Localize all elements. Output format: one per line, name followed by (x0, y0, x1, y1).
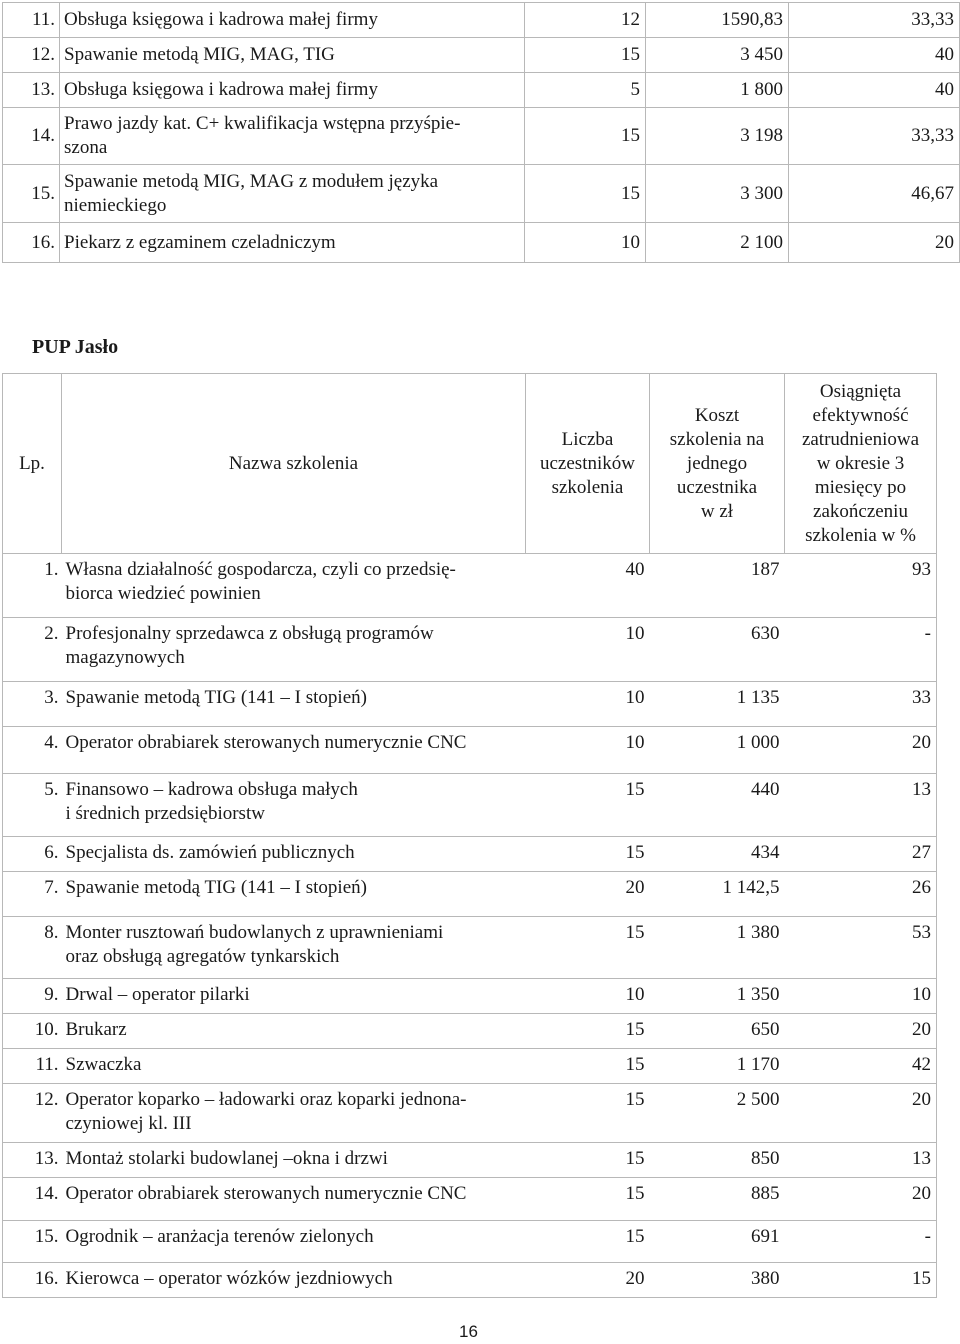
row-number: 12. (3, 38, 60, 73)
table-row (3, 1084, 937, 1143)
table-row (3, 837, 937, 872)
training-name-line-1: Monter rusztowań budowlanych z uprawnieniami (65, 922, 444, 943)
header-efficiency-line: Osiągnięta (819, 380, 902, 402)
header-lp-label: Lp. (19, 452, 45, 474)
table-row (3, 1143, 937, 1178)
participants: 15 (526, 837, 650, 872)
training-name-line-2: niemieckiego (64, 194, 167, 216)
header-participants-line: Liczba (561, 428, 614, 450)
cost: 2 500 (650, 1084, 785, 1143)
cost: 380 (650, 1263, 785, 1298)
cost: 691 (650, 1221, 785, 1263)
row-number: 7. (3, 872, 62, 917)
training-table-continued (2, 2, 960, 263)
header-name (62, 374, 526, 554)
row-number: 8. (3, 917, 62, 979)
header-efficiency (785, 374, 937, 554)
efficiency: 33,33 (789, 3, 960, 38)
table-row (3, 1221, 937, 1263)
training-name: Szwaczka (62, 1049, 526, 1084)
cost: 3 450 (646, 38, 789, 73)
participants: 15 (526, 1178, 650, 1221)
cost: 1590,83 (646, 3, 789, 38)
table-row (3, 38, 960, 73)
cost: 1 800 (646, 73, 789, 108)
training-name-line-1: Prawo jazdy kat. C+ kwalifikacja wstępna przyśpie- (64, 113, 461, 134)
header-cost-line: Koszt (694, 404, 740, 426)
training-name: Obsługa księgowa i kadrowa małej firmy (60, 73, 525, 108)
row-number: 13. (3, 1143, 62, 1178)
header-efficiency-line: szkolenia w % (805, 524, 916, 546)
table-row (3, 1049, 937, 1084)
efficiency: 33 (785, 682, 937, 727)
efficiency: 10 (785, 979, 937, 1014)
cost: 434 (650, 837, 785, 872)
header-lp (3, 374, 62, 554)
participants: 15 (526, 917, 650, 979)
training-name (60, 108, 525, 165)
efficiency: 40 (789, 38, 960, 73)
training-name: Ogrodnik – aranżacja terenów zielonych (62, 1221, 526, 1263)
cost: 1 170 (650, 1049, 785, 1084)
row-number: 11. (3, 1049, 62, 1084)
training-name: Brukarz (62, 1014, 526, 1049)
efficiency: 27 (785, 837, 937, 872)
section-title: PUP Jasło (32, 336, 119, 358)
participants: 10 (526, 727, 650, 774)
table-row (3, 554, 937, 618)
efficiency: 93 (785, 554, 937, 618)
training-name (62, 554, 526, 618)
training-name: Operator obrabiarek sterowanych numerycznie CNC (62, 1178, 526, 1221)
participants: 15 (526, 774, 650, 837)
table-row (3, 682, 937, 727)
efficiency: 53 (785, 917, 937, 979)
table-row (3, 108, 960, 165)
training-name (62, 1084, 526, 1143)
training-name (62, 618, 526, 682)
header-efficiency-line: zakończeniu (813, 500, 908, 522)
row-number: 4. (3, 727, 62, 774)
header-participants (526, 374, 650, 554)
training-name-line-1: Finansowo – kadrowa obsługa małych (65, 779, 358, 800)
training-name-line-1: Spawanie metodą MIG, MAG z modułem języka (64, 170, 439, 192)
cost: 440 (650, 774, 785, 837)
efficiency: 15 (785, 1263, 937, 1298)
table-row (3, 223, 960, 263)
training-name-line-1: Własna działalność gospodarcza, czyli co przedsię- (65, 559, 456, 580)
efficiency: 20 (785, 727, 937, 774)
training-name-line-2: i średnich przedsiębiorstw (65, 803, 265, 824)
table-row (3, 979, 937, 1014)
efficiency: 20 (789, 223, 960, 263)
training-name: Kierowca – operator wózków jezdniowych (62, 1263, 526, 1298)
participants: 10 (526, 979, 650, 1014)
row-number: 11. (3, 3, 60, 38)
cost: 650 (650, 1014, 785, 1049)
header-cost-line: uczestnika (676, 476, 758, 498)
table-row (3, 727, 937, 774)
page-number: 16 (459, 1322, 478, 1341)
efficiency: 20 (785, 1178, 937, 1221)
row-number: 16. (3, 223, 60, 263)
participants: 15 (526, 1221, 650, 1263)
cost: 187 (650, 554, 785, 618)
efficiency: - (785, 618, 937, 682)
row-number: 15. (3, 165, 60, 223)
cost: 1 380 (650, 917, 785, 979)
efficiency: 42 (785, 1049, 937, 1084)
table-row (3, 872, 937, 917)
header-cost-line: jednego (686, 452, 748, 474)
efficiency: 20 (785, 1014, 937, 1049)
efficiency: 26 (785, 872, 937, 917)
training-name: Operator obrabiarek sterowanych numerycznie CNC (62, 727, 526, 774)
cost: 1 142,5 (650, 872, 785, 917)
table-row (3, 3, 960, 38)
cost: 1 135 (650, 682, 785, 727)
cost: 885 (650, 1178, 785, 1221)
table-row (3, 774, 937, 837)
header-efficiency-line: w okresie 3 (816, 452, 905, 474)
row-number: 14. (3, 1178, 62, 1221)
efficiency: 46,67 (789, 165, 960, 223)
training-name-line-2: szona (64, 137, 108, 158)
row-number: 1. (3, 554, 62, 618)
table-row (3, 73, 960, 108)
row-number: 6. (3, 837, 62, 872)
training-name: Spawanie metodą TIG (141 – I stopień) (62, 872, 526, 917)
cost: 3 300 (646, 165, 789, 223)
participants: 15 (526, 1143, 650, 1178)
participants: 15 (526, 1014, 650, 1049)
participants: 12 (525, 3, 646, 38)
header-efficiency-line: efektywność (812, 404, 909, 426)
training-name-line-2: biorca wiedzieć powinien (65, 583, 261, 604)
training-table-pup-jaslo (2, 373, 937, 1298)
training-name: Spawanie metodą MIG, MAG, TIG (60, 38, 525, 73)
participants: 20 (526, 1263, 650, 1298)
row-number: 13. (3, 73, 60, 108)
training-name: Montaż stolarki budowlanej –okna i drzwi (62, 1143, 526, 1178)
table-row (3, 618, 937, 682)
training-name (62, 774, 526, 837)
row-number: 16. (3, 1263, 62, 1298)
table-row (3, 917, 937, 979)
training-name-line-2: oraz obsługą agregatów tynkarskich (65, 946, 340, 967)
header-name-label: Nazwa szkolenia (228, 452, 359, 474)
participants: 20 (526, 872, 650, 917)
training-name (62, 917, 526, 979)
cost: 1 350 (650, 979, 785, 1014)
participants: 15 (525, 108, 646, 165)
efficiency: 40 (789, 73, 960, 108)
row-number: 15. (3, 1221, 62, 1263)
cost: 1 000 (650, 727, 785, 774)
participants: 10 (526, 682, 650, 727)
row-number: 2. (3, 618, 62, 682)
efficiency: - (785, 1221, 937, 1263)
training-name (60, 165, 525, 223)
cost: 850 (650, 1143, 785, 1178)
participants: 15 (525, 38, 646, 73)
training-name: Spawanie metodą TIG (141 – I stopień) (62, 682, 526, 727)
table-header-row (3, 374, 937, 554)
efficiency: 33,33 (789, 108, 960, 165)
header-participants-line: szkolenia (551, 476, 624, 498)
table-row (3, 1178, 937, 1221)
efficiency: 13 (785, 1143, 937, 1178)
header-cost-line: szkolenia na (669, 428, 765, 450)
training-name-line-2: magazynowych (65, 647, 185, 668)
row-number: 10. (3, 1014, 62, 1049)
participants: 40 (526, 554, 650, 618)
participants: 15 (525, 165, 646, 223)
table-row (3, 1263, 937, 1298)
training-name-line-1: Profesjonalny sprzedawca z obsługą programów (65, 623, 434, 644)
participants: 10 (526, 618, 650, 682)
training-name-line-1: Operator koparko – ładowarki oraz koparki jednona- (65, 1089, 467, 1110)
row-number: 5. (3, 774, 62, 837)
training-name: Piekarz z egzaminem czeladniczym (60, 223, 525, 263)
table-row (3, 1014, 937, 1049)
row-number: 3. (3, 682, 62, 727)
participants: 15 (526, 1084, 650, 1143)
header-participants-line: uczestników (540, 452, 635, 474)
header-efficiency-line: miesięcy po (814, 476, 907, 498)
row-number: 12. (3, 1084, 62, 1143)
training-name: Obsługa księgowa i kadrowa małej firmy (60, 3, 525, 38)
training-name-line-2: czyniowej kl. III (65, 1113, 192, 1134)
header-cost (650, 374, 785, 554)
table-row (3, 165, 960, 223)
cost: 630 (650, 618, 785, 682)
efficiency: 20 (785, 1084, 937, 1143)
row-number: 14. (3, 108, 60, 165)
header-efficiency-line: zatrudnieniowa (801, 428, 920, 450)
participants: 15 (526, 1049, 650, 1084)
participants: 5 (525, 73, 646, 108)
row-number: 9. (3, 979, 62, 1014)
cost: 2 100 (646, 223, 789, 263)
efficiency: 13 (785, 774, 937, 837)
cost: 3 198 (646, 108, 789, 165)
training-name: Specjalista ds. zamówień publicznych (62, 837, 526, 872)
participants: 10 (525, 223, 646, 263)
training-name: Drwal – operator pilarki (62, 979, 526, 1014)
header-cost-line: w zł (700, 500, 734, 522)
